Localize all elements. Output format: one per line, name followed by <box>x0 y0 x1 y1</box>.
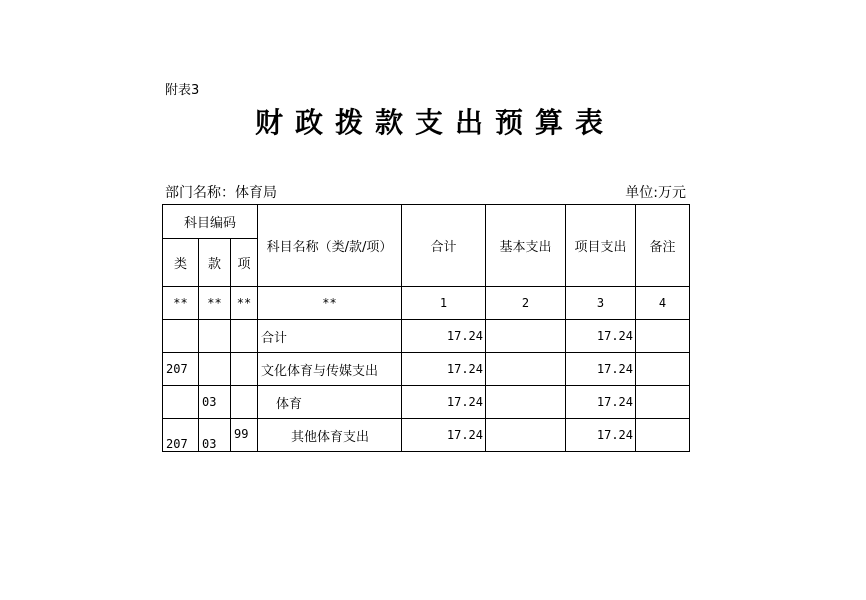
unit-label: 单位:万元 <box>625 185 686 201</box>
cell-total: 17.24 <box>402 419 486 452</box>
header-xiang: 项 <box>231 239 258 287</box>
index-cell: ** <box>231 287 258 320</box>
table-row <box>163 353 690 386</box>
index-row <box>163 287 690 320</box>
cell-subject-name: 合计 <box>258 320 402 353</box>
cell-basic <box>486 320 566 353</box>
cell-project: 17.24 <box>566 353 636 386</box>
department-name: 部门名称：体育局 <box>165 185 277 201</box>
table-row <box>163 320 690 353</box>
cell-project: 17.24 <box>566 386 636 419</box>
cell-remark <box>636 320 690 353</box>
cell-basic <box>486 419 566 452</box>
cell-remark <box>636 419 690 452</box>
cell-xiang <box>231 386 258 419</box>
header-lei: 类 <box>163 239 199 287</box>
cell-project: 17.24 <box>566 419 636 452</box>
cell-basic <box>486 353 566 386</box>
cell-total: 17.24 <box>402 386 486 419</box>
cell-kuan <box>199 353 231 386</box>
header-total: 合计 <box>402 205 486 287</box>
table-row <box>163 419 690 452</box>
cell-subject-name: 其他体育支出 <box>258 419 402 452</box>
cell-lei <box>163 386 199 419</box>
cell-basic <box>486 386 566 419</box>
index-cell: ** <box>258 287 402 320</box>
cell-subject-name: 文化体育与传媒支出 <box>258 353 402 386</box>
cell-lei: 207 <box>163 353 199 386</box>
index-cell: ** <box>199 287 231 320</box>
index-cell: 3 <box>566 287 636 320</box>
cell-remark <box>636 386 690 419</box>
cell-kuan <box>199 320 231 353</box>
cell-kuan: 03 <box>199 386 231 419</box>
cell-xiang <box>231 320 258 353</box>
cell-remark <box>636 353 690 386</box>
cell-xiang <box>231 353 258 386</box>
header-remark: 备注 <box>636 205 690 287</box>
attachment-label: 附表3 <box>165 83 200 98</box>
index-cell: 1 <box>402 287 486 320</box>
header-basic-expense: 基本支出 <box>486 205 566 287</box>
cell-project: 17.24 <box>566 320 636 353</box>
cell-lei: 207 <box>163 419 199 452</box>
budget-table <box>162 204 690 452</box>
index-cell: 4 <box>636 287 690 320</box>
header-subject-code: 科目编码 <box>163 205 258 239</box>
header-kuan: 款 <box>199 239 231 287</box>
cell-xiang: 99 <box>231 419 258 452</box>
index-cell: ** <box>163 287 199 320</box>
table-row <box>163 386 690 419</box>
cell-total: 17.24 <box>402 353 486 386</box>
cell-subject-name: 体育 <box>258 386 402 419</box>
cell-kuan: 03 <box>199 419 231 452</box>
header-subject-name: 科目名称（类/款/项） <box>258 205 402 287</box>
index-cell: 2 <box>486 287 566 320</box>
header-project-expense: 项目支出 <box>566 205 636 287</box>
page-title: 财政拨款支出预算表 <box>254 106 615 139</box>
cell-lei <box>163 320 199 353</box>
cell-total: 17.24 <box>402 320 486 353</box>
